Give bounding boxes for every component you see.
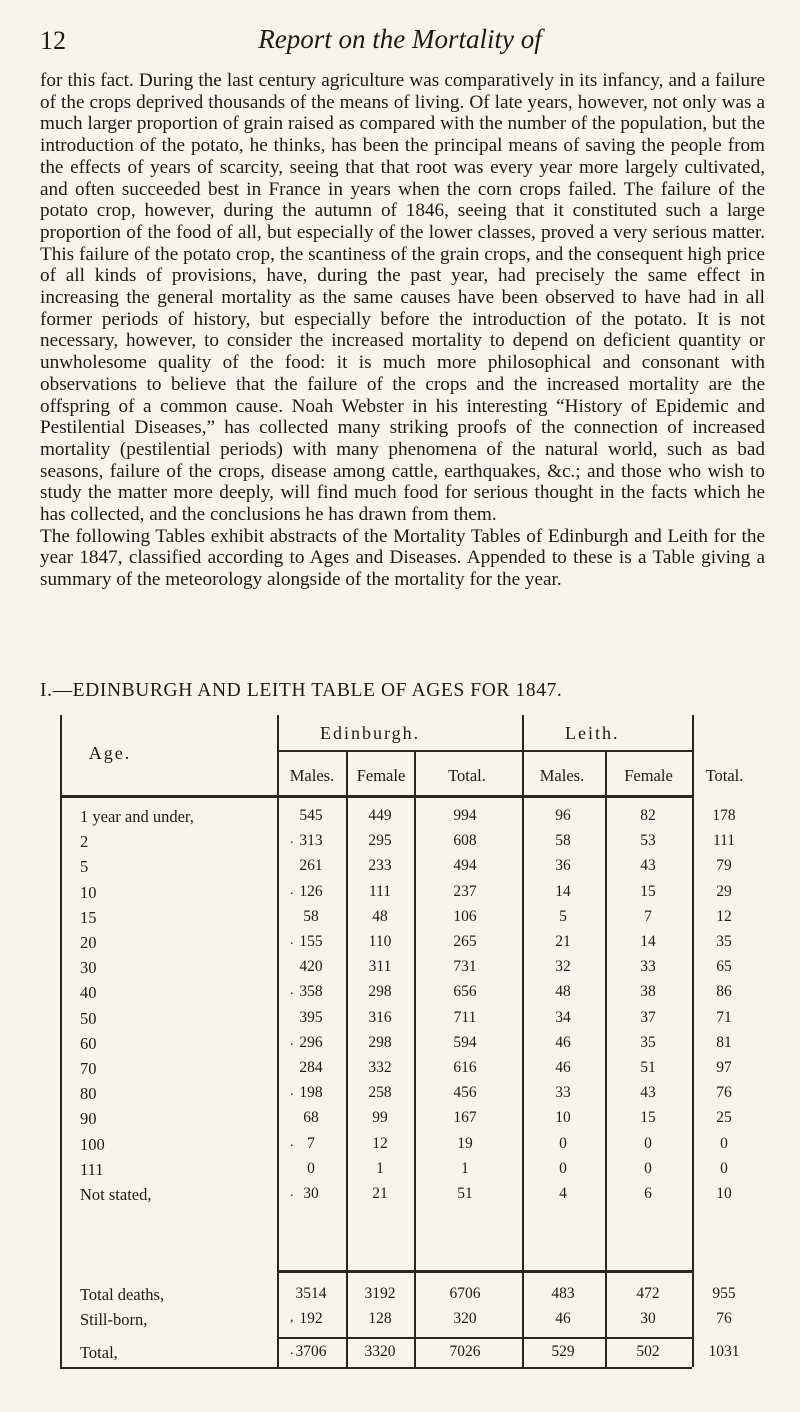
age-label: 60 <box>80 1033 97 1053</box>
table-cell: 167 <box>453 1109 477 1127</box>
table-cell: 7026 <box>449 1343 481 1360</box>
table-cell: 420 <box>299 958 323 976</box>
table-cell: 3192 <box>364 1285 396 1302</box>
table-cell: 38 <box>640 983 656 1001</box>
table-cell: 46 <box>555 1059 571 1076</box>
table-cell: 233 <box>368 857 392 875</box>
table-cell: 81 <box>716 1033 732 1051</box>
table-cell: 0 <box>559 1159 567 1177</box>
age-label: Still-born, <box>80 1310 148 1329</box>
leader-dot: . <box>290 1033 294 1049</box>
age-label: 1 year and under, <box>80 807 194 826</box>
table-cell: 456 <box>453 1084 477 1102</box>
table-cell: 12 <box>372 1134 388 1152</box>
table-cell: 1 <box>376 1159 384 1177</box>
table-cell: 311 <box>368 958 392 976</box>
table-cell: 7 <box>644 907 652 925</box>
table-cell: 51 <box>640 1059 656 1076</box>
table-cell: 14 <box>640 933 656 950</box>
table-cell: 994 <box>453 807 477 824</box>
table-cell: 237 <box>453 882 477 900</box>
table-cell: 35 <box>640 1033 656 1051</box>
table-cell: 265 <box>453 933 477 950</box>
ages-table <box>60 715 757 1412</box>
table-cell: 502 <box>636 1343 660 1360</box>
table-cell: 0 <box>559 1134 567 1152</box>
table-cell: 0 <box>720 1134 728 1152</box>
table-cell: 37 <box>640 1008 656 1026</box>
table-cell: 46 <box>555 1310 571 1327</box>
age-label: 10 <box>80 882 97 902</box>
table-cell: 358 <box>299 983 323 1001</box>
age-label: Total deaths, <box>80 1285 165 1304</box>
table-cell: 3320 <box>364 1343 396 1360</box>
table-cell: 545 <box>299 807 323 824</box>
age-label: 70 <box>80 1059 97 1078</box>
table-cell: 46 <box>555 1033 571 1051</box>
leader-dot: . <box>290 1084 294 1100</box>
table-cell: 51 <box>457 1185 473 1202</box>
table-cell: 82 <box>640 807 656 824</box>
leader-dot: . <box>290 933 294 948</box>
table-cell: 33 <box>555 1084 571 1102</box>
age-label: 30 <box>80 958 97 978</box>
age-label: 50 <box>80 1008 97 1028</box>
table-cell: 6 <box>644 1185 652 1202</box>
leader-dot: . <box>290 882 294 898</box>
age-label: 5 <box>80 857 89 877</box>
table-cell: 21 <box>372 1185 388 1202</box>
table-cell: 126 <box>299 882 323 900</box>
table-cell: 106 <box>453 907 477 925</box>
table-cell: 320 <box>453 1310 477 1327</box>
table-cell: 86 <box>716 983 732 1001</box>
page-number: 12 <box>40 26 66 55</box>
table-cell: 58 <box>555 832 571 850</box>
table-cell: 1031 <box>708 1343 740 1360</box>
table-cell: 178 <box>712 807 736 824</box>
table-cell: 3514 <box>295 1285 327 1302</box>
table-cell: 33 <box>640 958 656 976</box>
table-cell: 10 <box>716 1185 732 1202</box>
paragraph-1: for this fact. During the last century agriculture was comparatively in its infancy, and a failure of the crops deprived thousands of the means of living. Of late years, however, not only was a much larger proportion of grain raised as compared with the number of the population, but the introduction of the potato, he thinks, has been the principal means of saving the people from the effects of years of scarcity, seeing that that root was every year more largely cultivated, and often succeeded best in France in years when the corn crops failed. The failure of the potato crop, however, during the autumn of 1846, seeing that it constituted such a large proportion of the food of all, but especially of the lower classes, proved a very serious matter. This failure of the potato crop, the scantiness of the grain crops, and the consequent high price of all kinds of provisions, have, during the past year, had precisely the same effect in increasing the general mortality as the same causes have been observed to have had in all former periods of history, but especially before the introduction of the potato. It is not necessary, however, to consider the increased mortality to depend on deficient quantity or unwholesome quality of the food: it is much more philosophical and consonant with observations to believe that the failure of the crops and the increased mortality are the offspring of a common cause. Noah Webster in his interesting “History of Epidemic and Pestilential Diseases,” has collected many striking proofs of the connection of increased mortality (pestilential periods) with many phenomena of the natural world, such as bad seasons, failure of the crops, disease among cattle, earthquakes, &c.; and those who wish to study the matter more deeply, will find much food for serious thought in the facts which he has collected, and the conclusions he has drawn from them. <box>40 70 765 526</box>
age-label: 15 <box>80 907 97 927</box>
table-cell: 258 <box>368 1084 392 1102</box>
table-cell: 10 <box>555 1109 571 1127</box>
table-cell: 48 <box>372 907 388 925</box>
edinburgh-males-header: Males. <box>289 766 335 785</box>
table-cell: 110 <box>368 933 392 950</box>
table-cell: 192 <box>299 1310 323 1327</box>
page-header <box>40 22 760 62</box>
table-cell: 472 <box>636 1285 660 1302</box>
age-label: 90 <box>80 1109 97 1129</box>
age-label: 40 <box>80 983 97 1003</box>
table-cell: 1 <box>461 1159 469 1177</box>
table-cell: 0 <box>644 1159 652 1177</box>
table-cell: 449 <box>368 807 392 824</box>
table-cell: 0 <box>644 1134 652 1152</box>
table-cell: 21 <box>555 933 571 950</box>
leader-dot: . <box>290 983 294 999</box>
table-cell: 298 <box>368 983 392 1001</box>
age-label: 111 <box>80 1159 104 1179</box>
table-cell: 48 <box>555 983 571 1001</box>
table-cell: 6706 <box>449 1285 481 1302</box>
table-cell: 3706 <box>295 1343 327 1360</box>
body-text <box>40 70 765 591</box>
table-cell: 32 <box>555 958 571 976</box>
table-cell: 76 <box>716 1310 732 1327</box>
leader-dot: . <box>290 832 294 848</box>
table-cell: 111 <box>368 882 392 900</box>
age-label: 80 <box>80 1084 97 1104</box>
table-cell: 0 <box>307 1159 315 1177</box>
table-cell: 53 <box>640 832 656 850</box>
leader-dot: , <box>290 1310 294 1325</box>
table-cell: 71 <box>716 1008 732 1026</box>
table-cell: 608 <box>453 832 477 850</box>
leith-total-header: Total. <box>705 766 744 785</box>
table-cell: 99 <box>372 1109 388 1127</box>
table-cell: 58 <box>303 907 319 925</box>
table-cell: 128 <box>368 1310 392 1327</box>
age-label: 100 <box>80 1134 105 1154</box>
table-cell: 5 <box>559 907 567 925</box>
edinburgh-total-header: Total. <box>448 766 486 785</box>
table-cell: 68 <box>303 1109 319 1127</box>
table-cell: 0 <box>720 1159 728 1177</box>
table-cell: 30 <box>303 1185 319 1202</box>
age-label: Total, <box>80 1343 118 1362</box>
table-title: I.—EDINBURGH AND LEITH TABLE OF AGES FOR 1847. <box>40 680 563 701</box>
age-label: 20 <box>80 933 97 952</box>
table-cell: 15 <box>640 1109 656 1127</box>
table-cell: 483 <box>551 1285 575 1302</box>
table-cell: 295 <box>368 832 392 850</box>
table-cell: 15 <box>640 882 656 900</box>
table-cell: 656 <box>453 983 477 1001</box>
age-label: Not stated, <box>80 1185 152 1204</box>
table-cell: 155 <box>299 933 323 950</box>
table-cell: 34 <box>555 1008 571 1026</box>
table-cell: 43 <box>640 1084 656 1102</box>
table-cell: 14 <box>555 882 571 900</box>
leader-dot: . <box>290 1343 294 1358</box>
table-cell: 313 <box>299 832 323 850</box>
table-cell: 198 <box>299 1084 323 1102</box>
table-cell: 529 <box>551 1343 575 1360</box>
edinburgh-female-header: Female <box>356 766 406 785</box>
age-label: 2 <box>80 832 89 852</box>
table-cell: 316 <box>368 1008 392 1026</box>
table-cell: 96 <box>555 807 571 824</box>
table-cell: 711 <box>453 1008 477 1026</box>
table-cell: 395 <box>299 1008 323 1026</box>
table-cell: 4 <box>559 1185 567 1202</box>
paragraph-2: The following Tables exhibit abstracts of the Mortality Tables of Edinburgh and Leith for the year 1847, classified according to Ages and Diseases. Appended to these is a Table giving a summary of the meteorology alongside of the mortality for the year. <box>40 525 765 591</box>
table-cell: 7 <box>307 1134 315 1152</box>
leith-males-header: Males. <box>539 766 585 785</box>
table-cell: 12 <box>716 907 732 925</box>
table-cell: 35 <box>716 933 732 950</box>
table-cell: 29 <box>716 882 732 900</box>
table-cell: 65 <box>716 958 732 976</box>
table-cell: 616 <box>453 1059 477 1076</box>
table-cell: 332 <box>368 1059 392 1076</box>
table-cell: 97 <box>716 1059 732 1076</box>
leader-dot: . <box>290 1134 294 1150</box>
running-title: Report on the Mortality of <box>258 24 542 54</box>
table-cell: 30 <box>640 1310 656 1327</box>
table-cell: 36 <box>555 857 571 875</box>
leith-female-header: Female <box>624 766 673 785</box>
table-cell: 731 <box>453 958 477 976</box>
table-cell: 19 <box>457 1134 473 1152</box>
table-cell: 111 <box>712 832 736 850</box>
table-cell: 284 <box>299 1059 323 1076</box>
table-cell: 79 <box>716 857 732 875</box>
table-cell: 76 <box>716 1084 732 1102</box>
table-cell: 298 <box>368 1033 392 1051</box>
table-cell: 296 <box>299 1033 323 1051</box>
leith-header: Leith. <box>565 723 620 743</box>
edinburgh-header: Edinburgh. <box>320 723 421 743</box>
table-cell: 261 <box>299 857 323 875</box>
table-cell: 43 <box>640 857 656 875</box>
table-cell: 594 <box>453 1033 477 1051</box>
age-header: Age. <box>88 743 132 763</box>
leader-dot: . <box>290 1185 294 1200</box>
table-cell: 494 <box>453 857 477 875</box>
table-cell: 955 <box>712 1285 736 1302</box>
table-cell: 25 <box>716 1109 732 1127</box>
